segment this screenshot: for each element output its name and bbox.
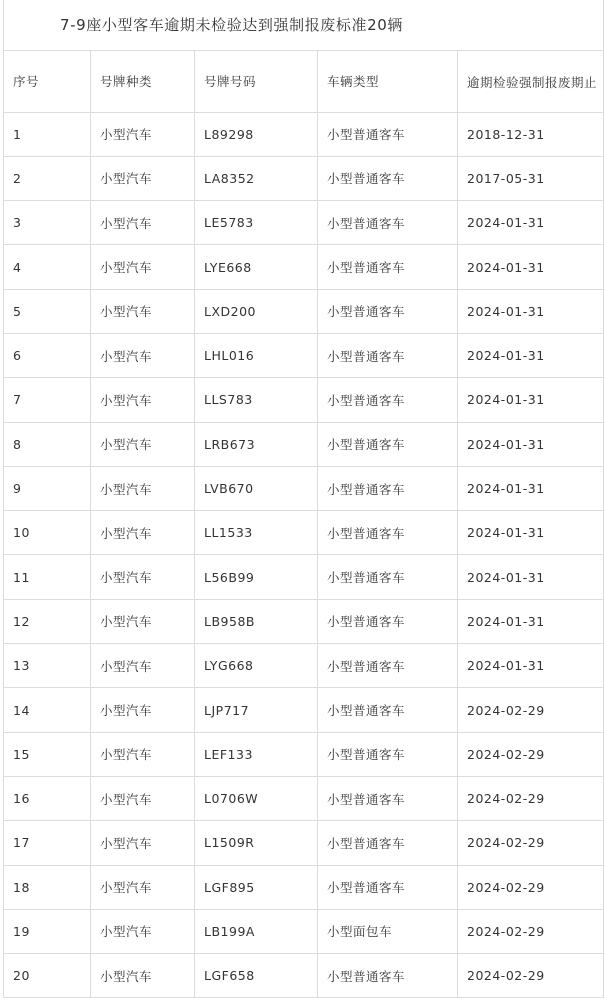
cell-scrap-deadline: 2024-01-31: [458, 644, 604, 688]
table-title-row: [4, 0, 604, 50]
cell-plate-number: L1509R: [195, 821, 318, 865]
cell-vehicle-type: 小型普通客车: [318, 644, 458, 688]
cell-plate-number: LEF133: [195, 732, 318, 776]
table-row: [4, 954, 604, 998]
cell-scrap-deadline: 2024-02-29: [458, 909, 604, 953]
document-body: [3, 0, 603, 998]
cell-vehicle-type: 小型普通客车: [318, 821, 458, 865]
cell-serial-no: 15: [4, 732, 91, 776]
cell-plate-type: 小型汽车: [91, 776, 195, 820]
table-row: [4, 511, 604, 555]
cell-serial-no: 7: [4, 378, 91, 422]
cell-scrap-deadline: 2024-01-31: [458, 422, 604, 466]
cell-serial-no: 13: [4, 644, 91, 688]
cell-scrap-deadline: 2024-01-31: [458, 555, 604, 599]
cell-plate-type: 小型汽车: [91, 865, 195, 909]
cell-serial-no: 16: [4, 776, 91, 820]
cell-serial-no: 14: [4, 688, 91, 732]
table-row: [4, 289, 604, 333]
cell-serial-no: 10: [4, 511, 91, 555]
cell-vehicle-type: 小型普通客车: [318, 865, 458, 909]
cell-plate-type: 小型汽车: [91, 245, 195, 289]
cell-vehicle-type: 小型普通客车: [318, 599, 458, 643]
cell-serial-no: 6: [4, 333, 91, 377]
cell-serial-no: 4: [4, 245, 91, 289]
cell-plate-number: LRB673: [195, 422, 318, 466]
cell-plate-type: 小型汽车: [91, 954, 195, 998]
cell-serial-no: 2: [4, 156, 91, 200]
cell-plate-number: LA8352: [195, 156, 318, 200]
header-plate-number: 号牌号码: [195, 50, 318, 112]
cell-serial-no: 5: [4, 289, 91, 333]
cell-serial-no: 9: [4, 466, 91, 510]
cell-plate-type: 小型汽车: [91, 333, 195, 377]
cell-plate-number: LJP717: [195, 688, 318, 732]
cell-plate-type: 小型汽车: [91, 422, 195, 466]
table-row: [4, 688, 604, 732]
cell-vehicle-type: 小型普通客车: [318, 156, 458, 200]
cell-plate-type: 小型汽车: [91, 644, 195, 688]
cell-plate-type: 小型汽车: [91, 555, 195, 599]
cell-scrap-deadline: 2024-01-31: [458, 511, 604, 555]
table-row: [4, 776, 604, 820]
cell-scrap-deadline: 2024-01-31: [458, 289, 604, 333]
cell-serial-no: 8: [4, 422, 91, 466]
cell-scrap-deadline: 2024-01-31: [458, 466, 604, 510]
cell-vehicle-type: 小型普通客车: [318, 555, 458, 599]
cell-plate-number: LB199A: [195, 909, 318, 953]
cell-plate-type: 小型汽车: [91, 112, 195, 156]
cell-plate-number: L89298: [195, 112, 318, 156]
cell-plate-type: 小型汽车: [91, 466, 195, 510]
cell-vehicle-type: 小型普通客车: [318, 511, 458, 555]
cell-serial-no: 12: [4, 599, 91, 643]
cell-plate-number: LVB670: [195, 466, 318, 510]
table-row: [4, 422, 604, 466]
cell-serial-no: 1: [4, 112, 91, 156]
cell-vehicle-type: 小型普通客车: [318, 688, 458, 732]
cell-vehicle-type: 小型普通客车: [318, 378, 458, 422]
cell-plate-number: L56B99: [195, 555, 318, 599]
cell-plate-number: LB958B: [195, 599, 318, 643]
cell-plate-number: LE5783: [195, 201, 318, 245]
cell-scrap-deadline: 2024-01-31: [458, 245, 604, 289]
cell-vehicle-type: 小型普通客车: [318, 289, 458, 333]
cell-plate-number: LGF658: [195, 954, 318, 998]
cell-plate-number: LGF895: [195, 865, 318, 909]
table-row: [4, 378, 604, 422]
scrap-vehicle-table: [3, 0, 604, 998]
table-row: [4, 466, 604, 510]
cell-plate-type: 小型汽车: [91, 821, 195, 865]
table-row: [4, 201, 604, 245]
cell-vehicle-type: 小型普通客车: [318, 732, 458, 776]
cell-vehicle-type: 小型面包车: [318, 909, 458, 953]
cell-vehicle-type: 小型普通客车: [318, 954, 458, 998]
cell-scrap-deadline: 2024-02-29: [458, 732, 604, 776]
table-row: [4, 156, 604, 200]
header-vehicle-type: 车辆类型: [318, 50, 458, 112]
cell-vehicle-type: 小型普通客车: [318, 333, 458, 377]
cell-vehicle-type: 小型普通客车: [318, 201, 458, 245]
cell-vehicle-type: 小型普通客车: [318, 776, 458, 820]
cell-vehicle-type: 小型普通客车: [318, 245, 458, 289]
cell-plate-type: 小型汽车: [91, 201, 195, 245]
cell-plate-number: LL1533: [195, 511, 318, 555]
cell-plate-number: LHL016: [195, 333, 318, 377]
table-row: [4, 865, 604, 909]
cell-serial-no: 17: [4, 821, 91, 865]
cell-vehicle-type: 小型普通客车: [318, 466, 458, 510]
cell-plate-type: 小型汽车: [91, 688, 195, 732]
table-title: 7-9座小型客车逾期未检验达到强制报废标准20辆: [4, 0, 604, 50]
cell-plate-type: 小型汽车: [91, 599, 195, 643]
cell-scrap-deadline: 2024-02-29: [458, 688, 604, 732]
cell-plate-type: 小型汽车: [91, 732, 195, 776]
cell-plate-number: LLS783: [195, 378, 318, 422]
cell-scrap-deadline: 2024-01-31: [458, 333, 604, 377]
cell-vehicle-type: 小型普通客车: [318, 112, 458, 156]
cell-scrap-deadline: 2024-02-29: [458, 821, 604, 865]
cell-scrap-deadline: 2024-01-31: [458, 201, 604, 245]
cell-scrap-deadline: 2024-02-29: [458, 865, 604, 909]
cell-plate-number: LYE668: [195, 245, 318, 289]
cell-scrap-deadline: 2024-01-31: [458, 378, 604, 422]
table-row: [4, 821, 604, 865]
cell-serial-no: 18: [4, 865, 91, 909]
header-scrap-deadline: 逾期检验强制报废期止: [458, 50, 604, 112]
table-row: [4, 245, 604, 289]
table-row: [4, 909, 604, 953]
header-serial-no: 序号: [4, 50, 91, 112]
cell-scrap-deadline: 2017-05-31: [458, 156, 604, 200]
cell-scrap-deadline: 2024-02-29: [458, 954, 604, 998]
cell-vehicle-type: 小型普通客车: [318, 422, 458, 466]
table-row: [4, 112, 604, 156]
cell-serial-no: 3: [4, 201, 91, 245]
cell-plate-number: LXD200: [195, 289, 318, 333]
table-row: [4, 599, 604, 643]
table-row: [4, 333, 604, 377]
cell-plate-type: 小型汽车: [91, 289, 195, 333]
cell-serial-no: 11: [4, 555, 91, 599]
cell-scrap-deadline: 2018-12-31: [458, 112, 604, 156]
cell-plate-number: L0706W: [195, 776, 318, 820]
cell-scrap-deadline: 2024-02-29: [458, 776, 604, 820]
cell-plate-type: 小型汽车: [91, 511, 195, 555]
cell-plate-type: 小型汽车: [91, 909, 195, 953]
cell-scrap-deadline: 2024-01-31: [458, 599, 604, 643]
table-row: [4, 732, 604, 776]
table-row: [4, 644, 604, 688]
header-plate-type: 号牌种类: [91, 50, 195, 112]
cell-serial-no: 20: [4, 954, 91, 998]
cell-plate-type: 小型汽车: [91, 378, 195, 422]
table-header-row: [4, 50, 604, 112]
table-row: [4, 555, 604, 599]
cell-plate-type: 小型汽车: [91, 156, 195, 200]
cell-serial-no: 19: [4, 909, 91, 953]
cell-plate-number: LYG668: [195, 644, 318, 688]
